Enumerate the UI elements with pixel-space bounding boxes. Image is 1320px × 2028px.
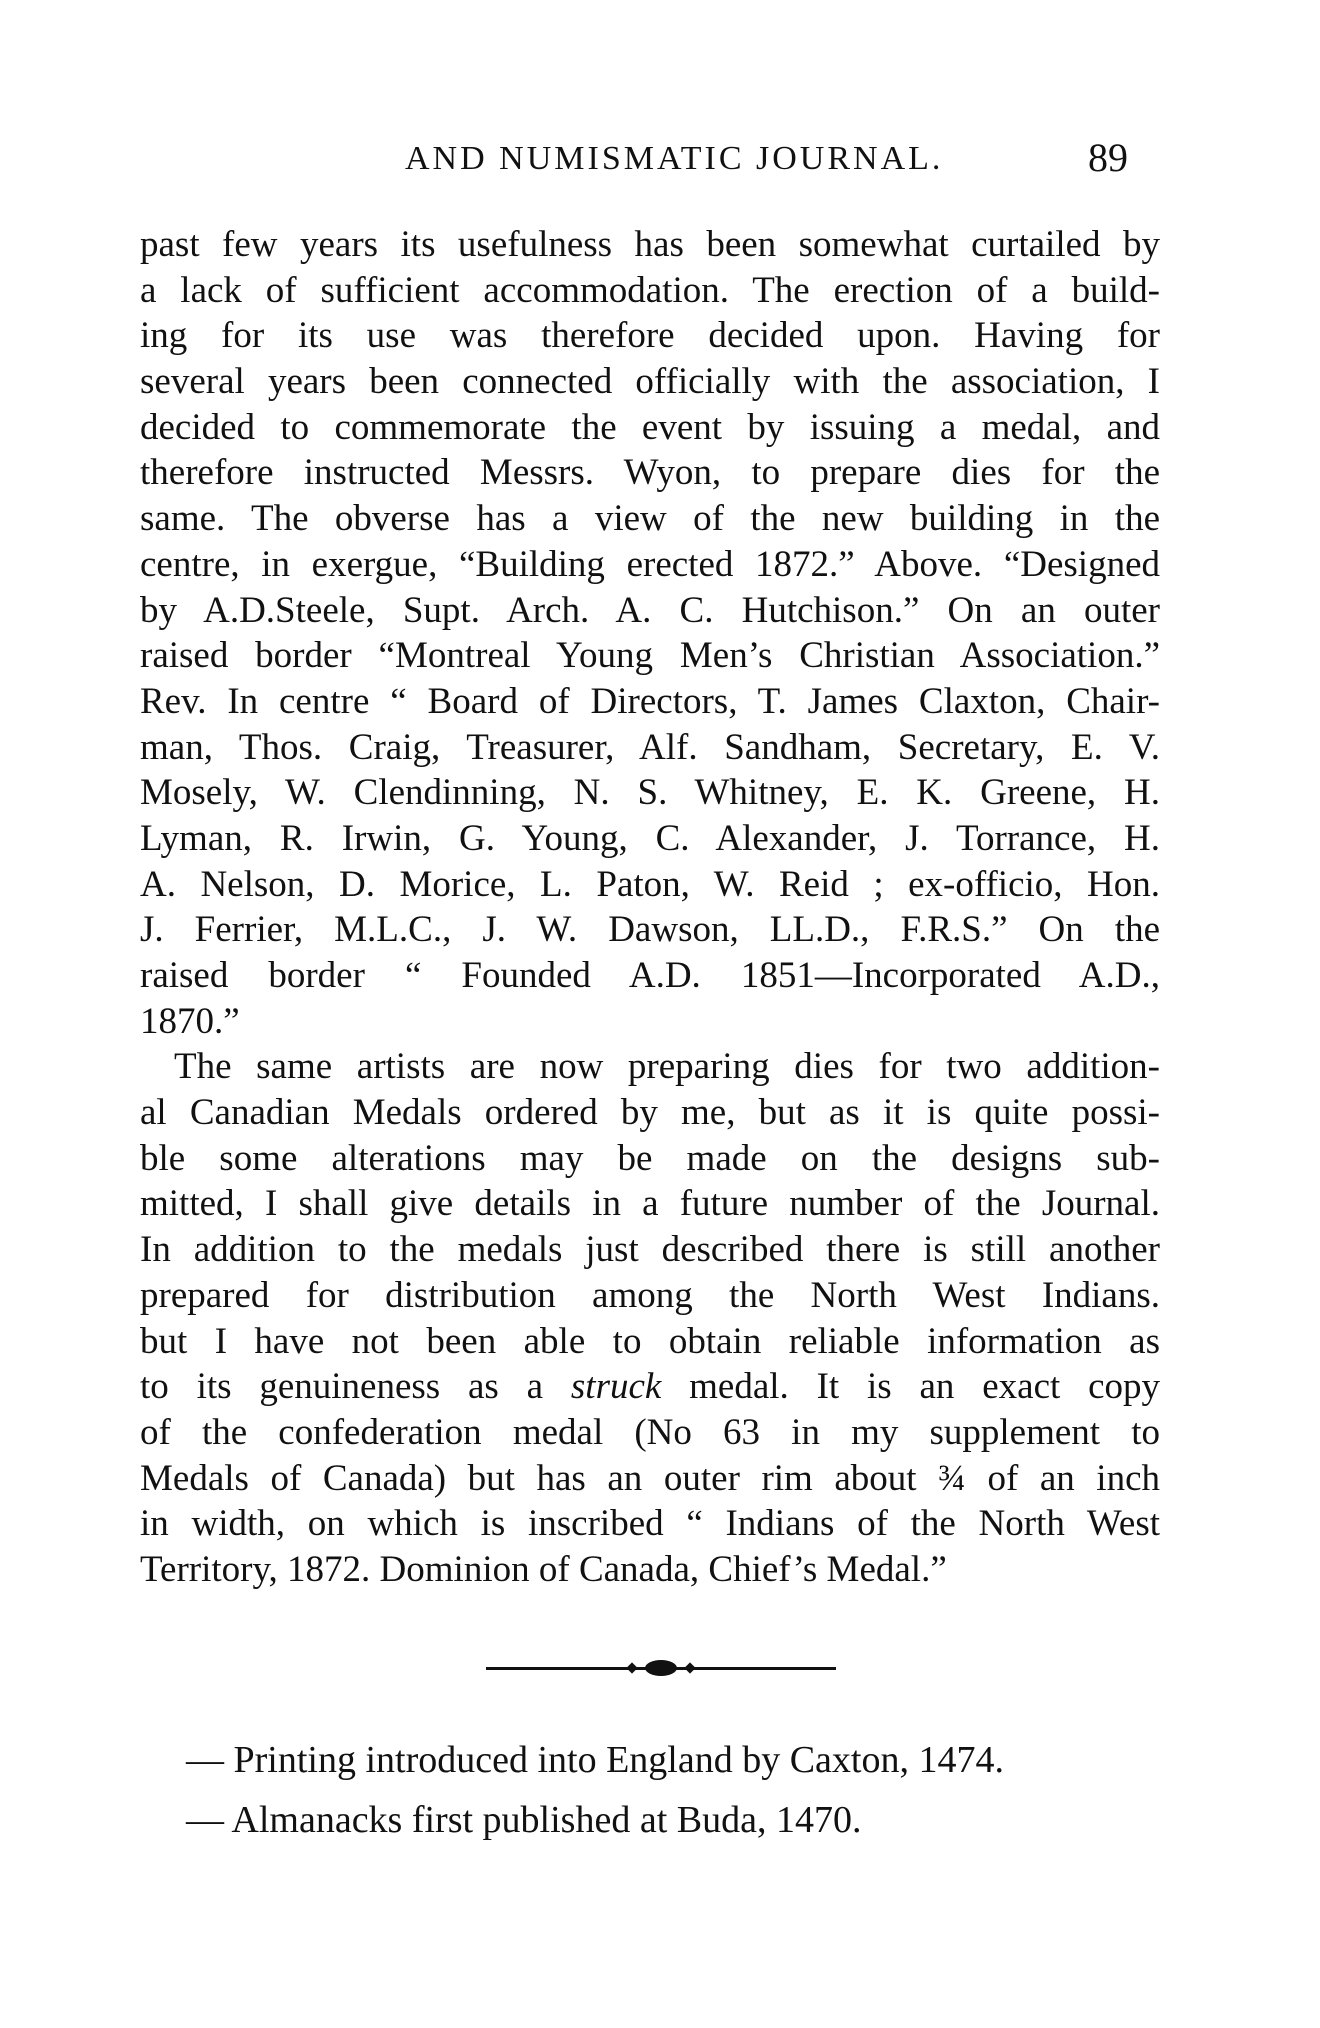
text-line: A. Nelson, D. Morice, L. Paton, W. Reid ; ex-officio, Hon. bbox=[140, 863, 1160, 905]
running-head bbox=[140, 134, 1150, 194]
text-line: centre, in exergue, “Building erected 1872.” Above. “Designed bbox=[140, 543, 1160, 585]
ornament-center bbox=[645, 1660, 677, 1676]
text-line: 1870.” bbox=[140, 1000, 240, 1042]
historical-facts bbox=[186, 1730, 1166, 1850]
text-fragment: to its genuineness as a bbox=[140, 1366, 544, 1408]
text-line: In addition to the medals just described there is still another bbox=[140, 1229, 1160, 1271]
page-number: 89 bbox=[1088, 135, 1128, 180]
text-line: ble some alterations may be made on the designs sub- bbox=[140, 1137, 1160, 1179]
ornament-dot bbox=[626, 1662, 637, 1673]
text-line: past few years its usefulness has been somewhat curtailed by bbox=[140, 224, 1160, 265]
text-line: therefore instructed Messrs. Wyon, to prepare dies for the bbox=[140, 452, 1160, 494]
text-line: a lack of sufficient accommodation. The erection of a build- bbox=[140, 269, 1160, 311]
text-line: same. The obverse has a view of the new building in the bbox=[140, 498, 1160, 540]
article-text bbox=[140, 222, 1160, 1593]
text-line: raised border “ Founded A.D. 1851—Incorporated A.D., bbox=[140, 955, 1160, 996]
text-fragment: medal. It is an exact copy bbox=[689, 1366, 1160, 1408]
text-line: decided to commemorate the event by issuing a medal, and bbox=[140, 406, 1160, 448]
text-line: of the confederation medal (No 63 in my supplement to bbox=[140, 1411, 1160, 1453]
text-line: prepared for distribution among the North West Indians. bbox=[140, 1274, 1160, 1316]
text-line: Territory, 1872. Dominion of Canada, Chief’s Medal.” bbox=[140, 1548, 947, 1590]
running-title: AND NUMISMATIC JOURNAL. bbox=[405, 140, 944, 177]
text-line: mitted, I shall give details in a future number of the Journal. bbox=[140, 1183, 1160, 1225]
text-line: Rev. In centre “ Board of Directors, T. James Claxton, Chair- bbox=[140, 680, 1160, 722]
text-line: ing for its use was therefore decided upon. Having for bbox=[140, 315, 1160, 357]
ornament-dot bbox=[684, 1662, 695, 1673]
text-line: several years been connected officially with the association, I bbox=[140, 361, 1160, 403]
text-line: in width, on which is inscribed “ Indians of the North West bbox=[140, 1503, 1160, 1545]
text-line: Mosely, W. Clendinning, N. S. Whitney, E. K. Greene, H. bbox=[140, 772, 1160, 814]
text-line-with-italic bbox=[140, 1364, 1160, 1410]
text-line: man, Thos. Craig, Treasurer, Alf. Sandham, Secretary, E. V. bbox=[140, 726, 1160, 768]
section-ornament bbox=[486, 1656, 836, 1680]
text-line: Lyman, R. Irwin, G. Young, C. Alexander, J. Torrance, H. bbox=[140, 817, 1160, 859]
text-line: J. Ferrier, M.L.C., J. W. Dawson, LL.D., F.R.S.” On the bbox=[140, 909, 1160, 951]
text-line: Medals of Canada) but has an outer rim about ¾ of an inch bbox=[140, 1457, 1160, 1499]
text-line: by A.D.Steele, Supt. Arch. A. C. Hutchison.” On an outer bbox=[140, 589, 1160, 631]
text-line: but I have not been able to obtain reliable information as bbox=[140, 1320, 1160, 1362]
fact-item: — Printing introduced into England by Caxton, 1474. bbox=[186, 1739, 1004, 1781]
italic-word: struck bbox=[570, 1366, 662, 1408]
text-line: al Canadian Medals ordered by me, but as it is quite possi- bbox=[140, 1092, 1160, 1134]
fact-item: — Almanacks first published at Buda, 1470. bbox=[186, 1799, 862, 1841]
text-line: raised border “Montreal Young Men’s Christian Association.” bbox=[140, 635, 1160, 677]
paragraph-first-line: The same artists are now preparing dies for two addition- bbox=[174, 1046, 1160, 1088]
